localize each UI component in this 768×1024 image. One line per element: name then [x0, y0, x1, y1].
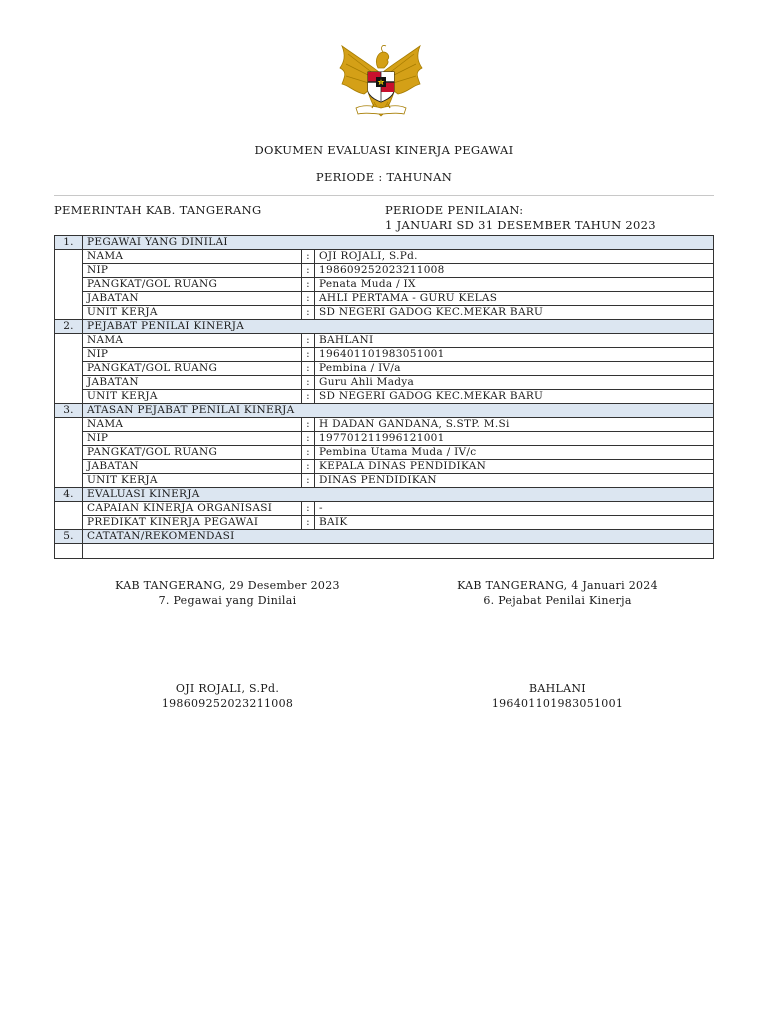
assessment-period-value: 1 JANUARI SD 31 DESEMBER TAHUN 2023 [385, 218, 656, 232]
row-value: OJI ROJALI, S.Pd. [315, 250, 714, 264]
colon: : [302, 502, 315, 516]
table-row [55, 474, 714, 488]
table-row [55, 418, 714, 432]
signature-left-nip: 198609252023211008 [161, 697, 294, 710]
row-value: BAHLANI [315, 334, 714, 348]
signature-left-name: OJI ROJALI, S.Pd. [175, 682, 280, 695]
table-row [55, 390, 714, 404]
section-number: 4. [55, 488, 83, 502]
signature-left-header [90, 578, 365, 608]
row-label: NAMA [83, 418, 302, 432]
table-row [55, 502, 714, 516]
colon: : [302, 278, 315, 292]
signature-left-footer [90, 681, 365, 711]
row-value: 196401101983051001 [315, 348, 714, 362]
colon: : [302, 250, 315, 264]
row-value: H DADAN GANDANA, S.STP. M.Si [315, 418, 714, 432]
signature-right-footer [420, 681, 695, 711]
document-title: DOKUMEN EVALUASI KINERJA PEGAWAI [254, 143, 514, 157]
table-row [55, 292, 714, 306]
row-label: NAMA [83, 334, 302, 348]
row-label: PANGKAT/GOL RUANG [83, 278, 302, 292]
section-number: 2. [55, 320, 83, 334]
section-title: ATASAN PEJABAT PENILAI KINERJA [83, 404, 714, 418]
section-title: EVALUASI KINERJA [83, 488, 714, 502]
divider [54, 195, 714, 196]
row-value: Pembina Utama Muda / IV/c [315, 446, 714, 460]
colon: : [302, 264, 315, 278]
row-label: NAMA [83, 250, 302, 264]
signature-right-header [420, 578, 695, 608]
colon: : [302, 516, 315, 530]
row-label: UNIT KERJA [83, 474, 302, 488]
table-row [55, 516, 714, 530]
colon: : [302, 432, 315, 446]
row-value: BAIK [315, 516, 714, 530]
colon: : [302, 446, 315, 460]
table-row [55, 432, 714, 446]
section-header [55, 320, 714, 334]
row-value: Pembina / IV/a [315, 362, 714, 376]
colon: : [302, 362, 315, 376]
section-title: PEJABAT PENILAI KINERJA [83, 320, 714, 334]
row-value: AHLI PERTAMA - GURU KELAS [315, 292, 714, 306]
table-row [55, 362, 714, 376]
government-name: PEMERINTAH KAB. TANGERANG [54, 203, 262, 217]
row-label: JABATAN [83, 460, 302, 474]
section-header [55, 488, 714, 502]
section-number: 5. [55, 530, 83, 544]
row-value: Penata Muda / IX [315, 278, 714, 292]
signature-left-role: 7. Pegawai yang Dinilai [158, 594, 297, 607]
row-label: JABATAN [83, 376, 302, 390]
colon: : [302, 334, 315, 348]
row-value: KEPALA DINAS PENDIDIKAN [315, 460, 714, 474]
row-label: NIP [83, 348, 302, 362]
garuda-emblem-logo [334, 42, 428, 124]
colon: : [302, 390, 315, 404]
row-value: 198609252023211008 [315, 264, 714, 278]
row-label: NIP [83, 432, 302, 446]
assessment-period-label: PERIODE PENILAIAN: [385, 203, 524, 217]
section-header [55, 404, 714, 418]
row-label: PREDIKAT KINERJA PEGAWAI [83, 516, 302, 530]
row-label: PANGKAT/GOL RUANG [83, 362, 302, 376]
table-row [55, 306, 714, 320]
section-number: 3. [55, 404, 83, 418]
assessment-period [385, 203, 656, 233]
row-value: Guru Ahli Madya [315, 376, 714, 390]
table-row [55, 446, 714, 460]
section-title: CATATAN/REKOMENDASI [83, 530, 714, 544]
signature-right-nip: 196401101983051001 [491, 697, 624, 710]
notes-row [55, 544, 714, 559]
row-label: UNIT KERJA [83, 390, 302, 404]
colon: : [302, 418, 315, 432]
section-title: PEGAWAI YANG DINILAI [83, 236, 714, 250]
signature-right-name: BAHLANI [529, 682, 586, 695]
notes-content [83, 544, 714, 559]
row-value: DINAS PENDIDIKAN [315, 474, 714, 488]
row-label: CAPAIAN KINERJA ORGANISASI [83, 502, 302, 516]
table-row [55, 376, 714, 390]
colon: : [302, 460, 315, 474]
row-value: - [315, 502, 714, 516]
row-value: SD NEGERI GADOG KEC.MEKAR BARU [315, 306, 714, 320]
signature-left-place-date: KAB TANGERANG, 29 Desember 2023 [115, 579, 340, 592]
row-label: UNIT KERJA [83, 306, 302, 320]
section-number: 1. [55, 236, 83, 250]
row-value: SD NEGERI GADOG KEC.MEKAR BARU [315, 390, 714, 404]
row-label: JABATAN [83, 292, 302, 306]
section-header [55, 530, 714, 544]
table-row [55, 250, 714, 264]
evaluation-table [54, 235, 714, 559]
colon: : [302, 376, 315, 390]
table-row [55, 348, 714, 362]
table-row [55, 334, 714, 348]
colon: : [302, 292, 315, 306]
signature-right-place-date: KAB TANGERANG, 4 Januari 2024 [457, 579, 658, 592]
row-label: NIP [83, 264, 302, 278]
row-value: 197701211996121001 [315, 432, 714, 446]
document-period: PERIODE : TAHUNAN [315, 170, 453, 184]
row-label: PANGKAT/GOL RUANG [83, 446, 302, 460]
table-row [55, 460, 714, 474]
colon: : [302, 348, 315, 362]
section-header [55, 236, 714, 250]
table-row [55, 278, 714, 292]
colon: : [302, 306, 315, 320]
colon: : [302, 474, 315, 488]
table-row [55, 264, 714, 278]
signature-right-role: 6. Pejabat Penilai Kinerja [483, 594, 632, 607]
